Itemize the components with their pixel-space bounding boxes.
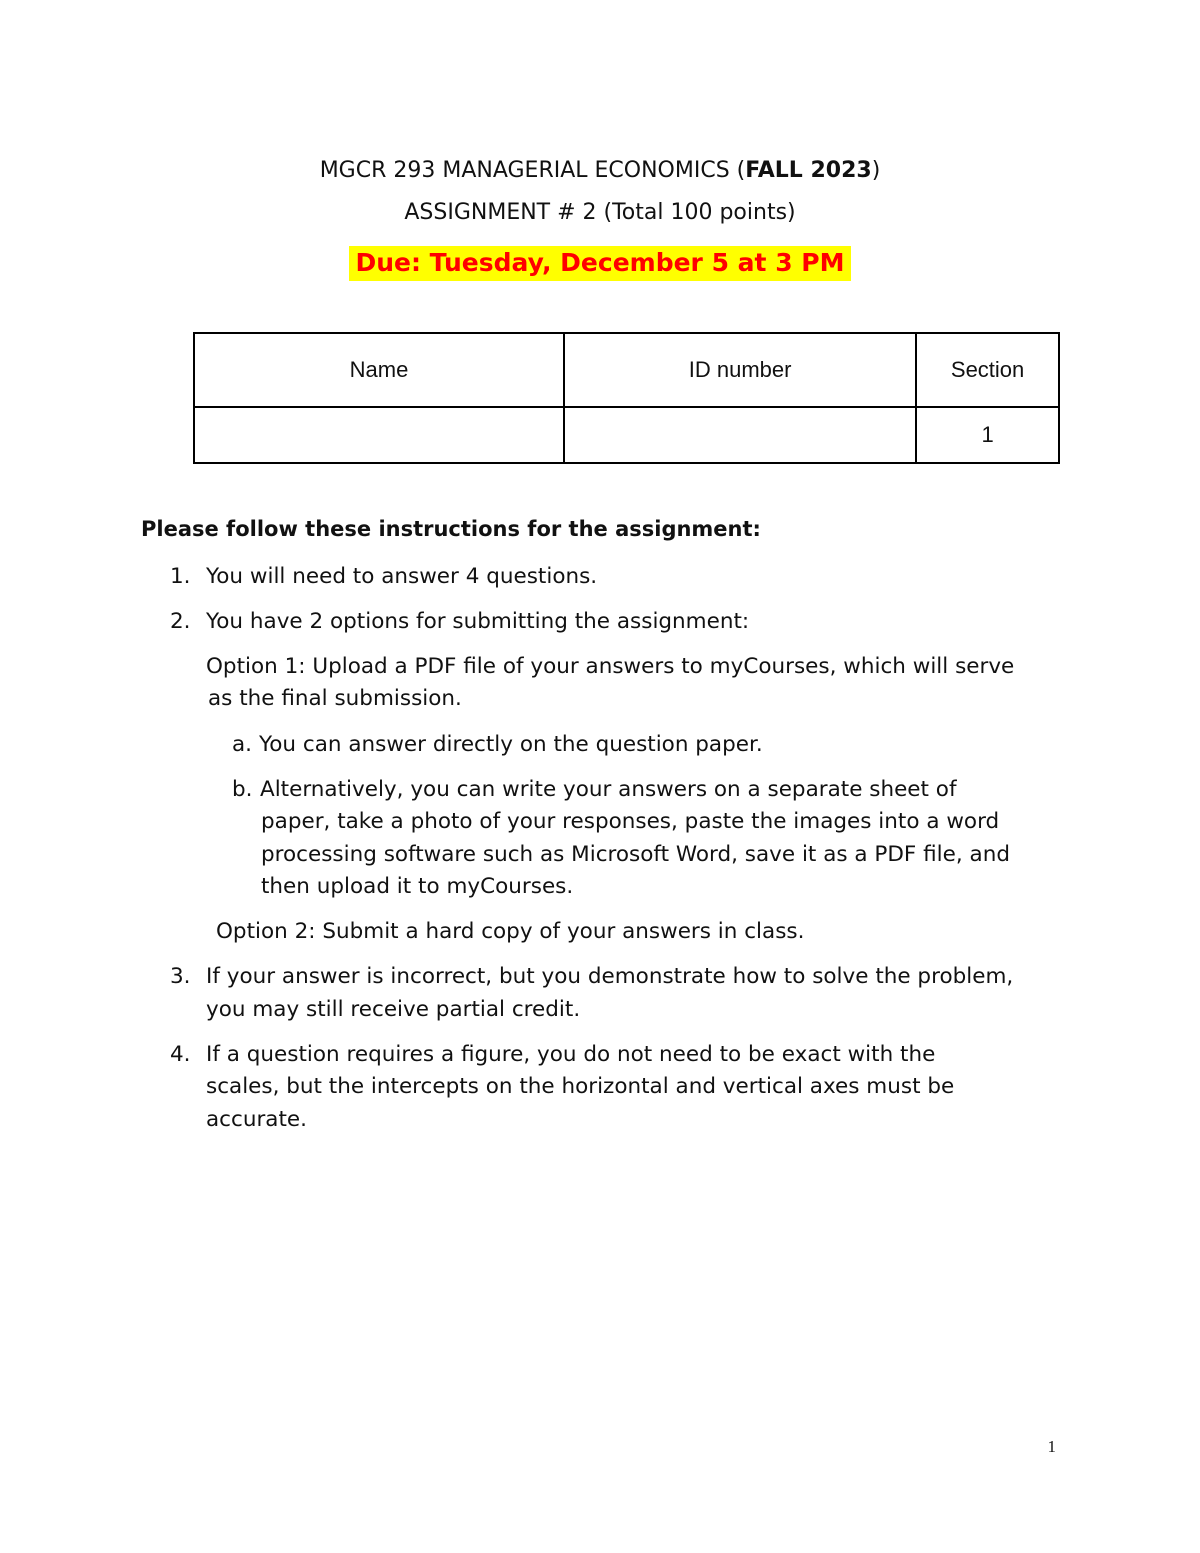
sub-item-a-text: You can answer directly on the question paper. bbox=[259, 732, 763, 757]
name-cell bbox=[194, 407, 564, 463]
item-2-text: You have 2 options for submitting the assignment: bbox=[206, 609, 750, 634]
sub-item-b-line-2: paper, take a photo of your responses, paste the images into a word bbox=[261, 809, 1000, 834]
item-2-number: 2. bbox=[170, 609, 191, 634]
table-header-row bbox=[194, 333, 1059, 407]
due-date-highlight: Due: Tuesday, December 5 at 3 PM bbox=[349, 246, 850, 281]
option-2-text: Option 2: Submit a hard copy of your answers in class. bbox=[216, 919, 805, 944]
item-4-line-1: If a question requires a figure, you do not need to be exact with the bbox=[206, 1042, 936, 1067]
sub-item-b-label: b. bbox=[232, 777, 253, 802]
course-title-suffix: ) bbox=[871, 158, 881, 183]
course-title bbox=[0, 158, 1200, 183]
instructions-title: Please follow these instructions for the assignment: bbox=[141, 517, 761, 541]
item-3-line-2: you may still receive partial credit. bbox=[206, 997, 581, 1022]
assignment-heading: ASSIGNMENT # 2 (Total 100 points) bbox=[404, 200, 796, 225]
sub-item-a-label: a. bbox=[232, 732, 253, 757]
name-header: Name bbox=[194, 333, 564, 407]
item-3-number: 3. bbox=[170, 964, 191, 989]
table-row bbox=[194, 407, 1059, 463]
student-info-table bbox=[193, 332, 1060, 464]
course-title-prefix: MGCR 293 MANAGERIAL ECONOMICS ( bbox=[319, 158, 746, 183]
id-number-cell bbox=[564, 407, 916, 463]
option-1-line-1: Option 1: Upload a PDF file of your answers to myCourses, which will serve bbox=[206, 654, 1015, 679]
sub-item-b-line-4: then upload it to myCourses. bbox=[261, 874, 574, 899]
section-cell: 1 bbox=[916, 407, 1059, 463]
item-1-text: You will need to answer 4 questions. bbox=[206, 564, 598, 589]
option-1-line-2: as the final submission. bbox=[208, 686, 462, 711]
page-number: 1 bbox=[1047, 1437, 1056, 1456]
course-term: FALL 2023 bbox=[745, 158, 872, 183]
item-4-line-2: scales, but the intercepts on the horizontal and vertical axes must be bbox=[206, 1074, 955, 1099]
section-header: Section bbox=[916, 333, 1059, 407]
item-4-line-3: accurate. bbox=[206, 1107, 307, 1132]
item-4-number: 4. bbox=[170, 1042, 191, 1067]
sub-item-b-line-3: processing software such as Microsoft Word, save it as a PDF file, and bbox=[261, 842, 1010, 867]
item-3-line-1: If your answer is incorrect, but you demonstrate how to solve the problem, bbox=[206, 964, 1014, 989]
due-date-line bbox=[0, 246, 1200, 281]
item-1-number: 1. bbox=[170, 564, 191, 589]
sub-item-b-line-1: Alternatively, you can write your answers on a separate sheet of bbox=[260, 777, 957, 802]
id-number-header: ID number bbox=[564, 333, 916, 407]
